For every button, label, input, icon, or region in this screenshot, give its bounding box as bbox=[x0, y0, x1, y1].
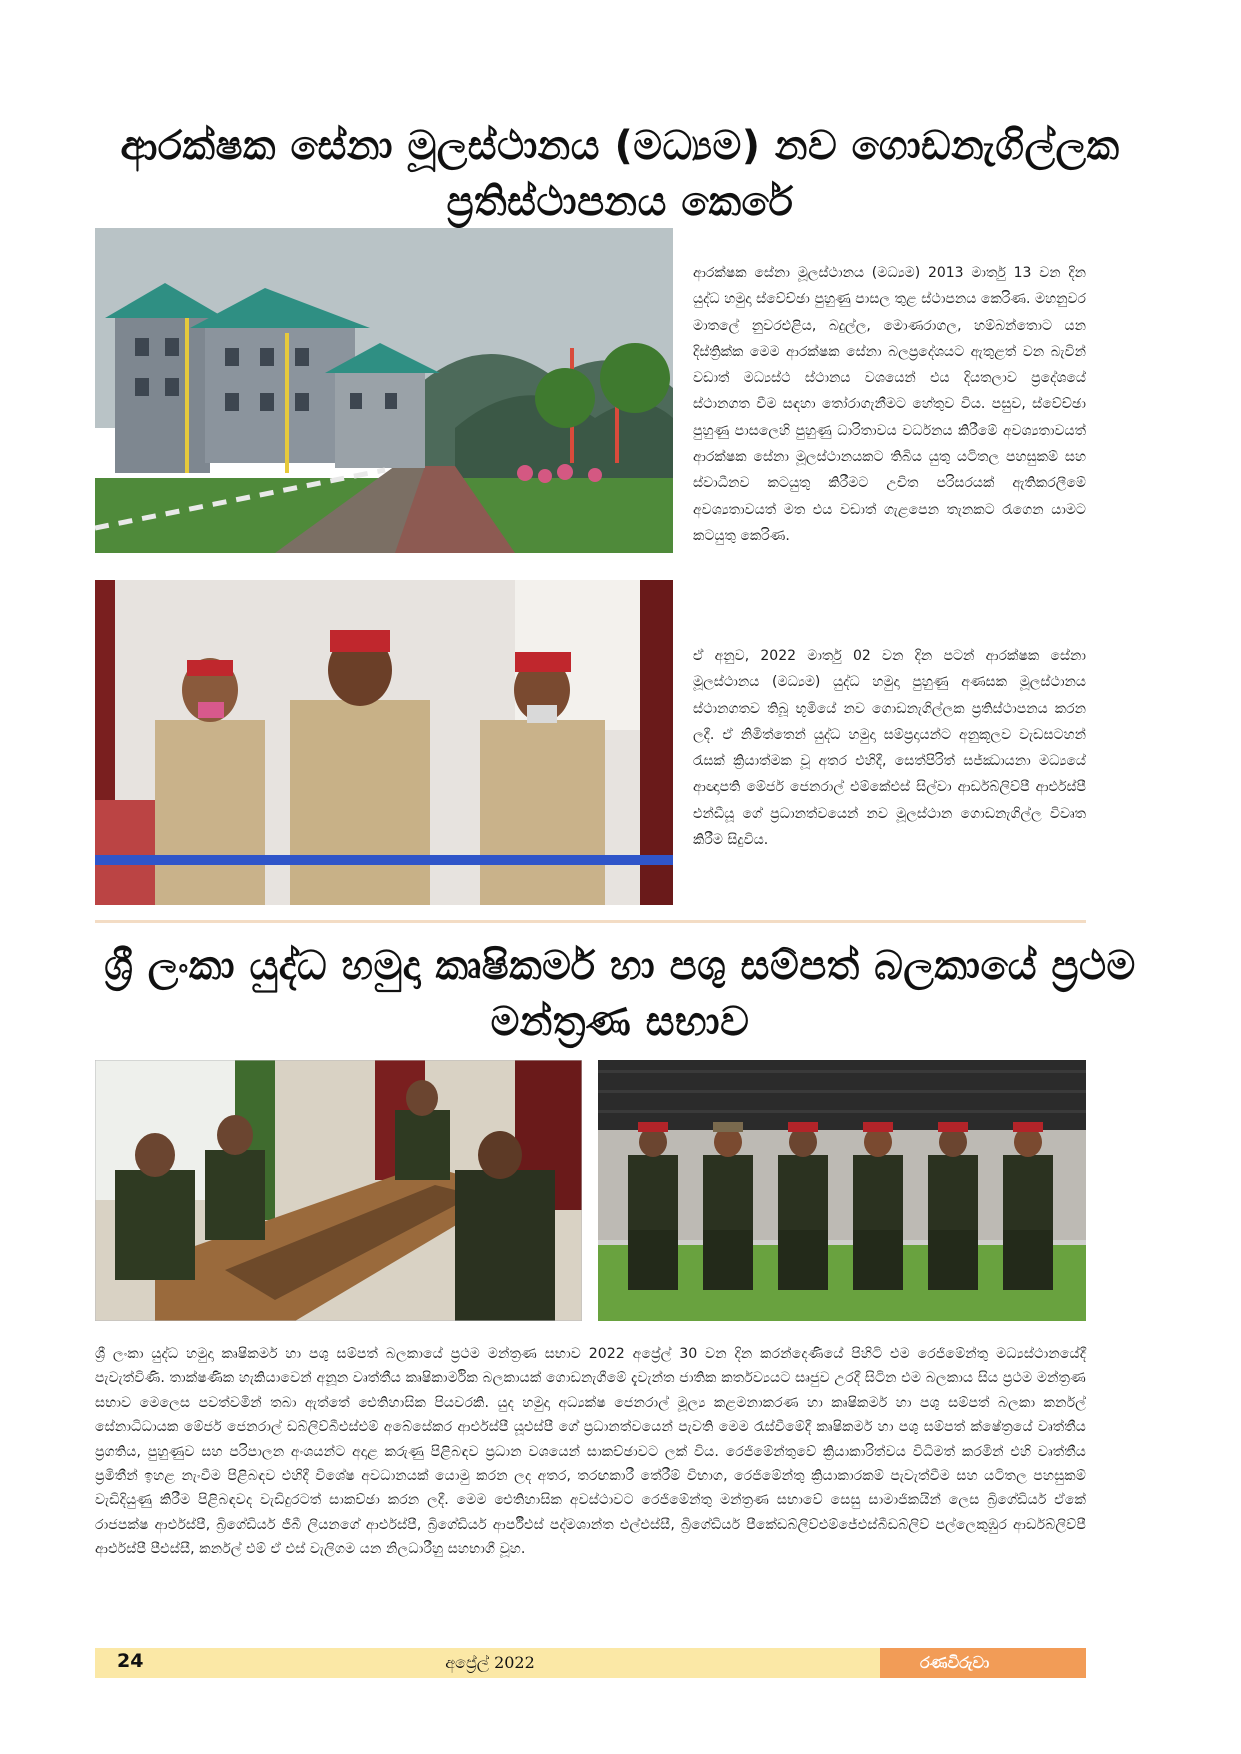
article2-paragraph: ශ්‍රී ලංකා යුද්ධ හමුදා කෘෂිකර්ම හා පශු සම්පත් බලකායේ ප්‍රථම මන්ත්‍රණ සභාව 2022 අප්‍රේල් 30 වන දින කරන්දෙණියේ පිහිටි එම රෙජිමේන්තු මධ්‍යස්ථානයේදී පැවැත්විණි. තාක්ෂණික හැකියාවෙන් අනූන වෘත්තීය කෘෂිකාර්මික බලකායක් ගොඩනැගීමේ දැවැන්ත ජාතික කර්තව්‍යයට සෘජුව උරදී සිටින එම බලකාය සිය ප්‍රථම මන්ත්‍රණ සභාව මෙලෙස පවත්වමින් තබා ඇත්තේ ඓතිහාසික පියවරකි. යුද හමුදා අධ්‍යක්ෂ ජෙනරාල් මූල්‍ය කළමනාකරණ හා කෘෂිකර්ම හා පශු සම්පත් බලකා කර්නල් සේනාධිධායක මේජර් ජෙනරාල් ඩබ්ලිව්බීඑස්එම් අබේසේකර ආර්එස්පී යූඑස්පී ගේ ප්‍රධානත්වයෙන් පැවති මෙම රැස්වීමේදී කෘෂිකර්ම හා පශු සම්පත් ක්ෂේත්‍රයේ වෘත්තීය ප්‍රගතිය, පුහුණුව සහ පරිපාලන අංශයන්ට අදාළ කරුණු පිළිබඳව ප්‍රධාන වශයෙන් සාකච්ඡාවට ලක් විය. රෙජිමේන්තුවේ ක්‍රියාකාරිත්වය විධිමත් කරමින් එහි වෘත්තීය ප්‍රමිතීන් ඉහළ නැංවීම පිළිබඳව එහිදී විශේෂ අවධානයක් යොමු කරන ලද අතර, තරඟකාරී තේරීම් විභාග, රෙජිමේන්තු ක්‍රියාකාරකම් පැවැත්වීම සහ යටිතල පහසුකම් වැඩිදියුණු කිරීම පිළිබඳවද වැඩිදුරටත් සාකච්ඡා කරන ලදී. මෙම ඓතිහාසික අවස්ථාවට රෙජිමේන්තු මන්ත්‍රණ සභාවේ සෙසු සාමාජිකයින් ලෙස බ්‍රිගේඩියර් ඒකේ රාජපක්ෂ ආර්එස්පී, බ්‍රිගේඩියර් ජීබී ලියනගේ ආර්එස්පී, බ්‍රිගේඩියර් ආර්පීඑස් පද්මශාන්ත එල්එස්සී, බ්‍රිගේඩියර් පීකේඩබ්ලිව්එම්ජේඑස්බීඩබ්ලිව් පල්ලෙකුඹුර ආර්ඩබ්ලිව්පී ආර්එස්පී පීඑස්සී, කර්නල් එම් ඒ එස් වැලිගම යන නිලධාරීහු සහභාගී වූහ. bbox=[95, 1346, 1086, 1558]
article1-paragraph-2: ඒ අනුව, 2022 මාර්තු 02 වන දින පටන් ආරක්ෂක සේනා මූලස්ථානය (මධ්‍යම) යුද්ධ හමුදා පුහුණු අණසක මූලස්ථානය ස්ථානගතව තිබූ භූමියේ නව ගොඩනැගිල්ලක ප්‍රතිස්ථාපනය කරන ලදී. ඒ නිමිත්තෙන් යුද්ධ හමුදා සම්ප්‍රදායන්ට අනුකූලව වැඩසටහන් රැසක් ක්‍රියාත්මක වූ අතර එහිදී, සෙත්පිරිත් සජ්ඣායනා මධ්‍යයේ ආඥාපති මේජර් ජෙනරාල් එම්කේඑස් සිල්වා ආර්ඩබ්ලිව්පී ආර්එස්පී එන්ඩීයූ ගේ ප්‍රධානත්වයෙන් නව මූලස්ථාන ගොඩනැගිල්ල විවෘත කිරීම සිදුවිය. bbox=[693, 648, 1086, 849]
page-footer bbox=[95, 1648, 1086, 1678]
article1-paragraph-1: ආරක්ෂක සේනා මූලස්ථානය (මධ්‍යම) 2013 මාර්තු 13 වන දින යුද්ධ හමුදා ස්වේච්ඡා පුහුණු පාසල තුළ ස්ථාපනය කෙරිණ. මහනුවර මාතලේ නුවරඑළිය, බදුල්ල, මොණරාගල, හම්බන්තොට යන දිස්ත්‍රික්ක මෙම ආරක්ෂක සේනා බලප්‍රදේශයට ඇතුළත් වන බැවින් වඩාත් මධ්‍යස්ථ ස්ථානය වශයෙන් එය දියතලාව ප්‍රදේශයේ ස්ථානගත වීම සඳහා තෝරාගැනීමට හේතුව විය. පසුව, ස්වේච්ඡා පුහුණු පාසලෙහි පුහුණු ධාරිතාවය වර්ධනය කිරීමේ අවශ්‍යතාවයත් ආරක්ෂක සේනා මූලස්ථානයකට තිබිය යුතු යටිතල පහසුකම් සහ ස්වාධීනව කටයුතු කිරීමට උචිත පරිසරයක් ඇතිකරලීමේ අවශ්‍යතාවයත් මත එය වඩාත් ගැළපෙන තැනකට රැගෙන යාමට කටයුතු කෙරිණ. bbox=[693, 265, 1086, 544]
council-members-group-photo bbox=[598, 1060, 1086, 1321]
magazine-brand-tab bbox=[880, 1648, 1086, 1678]
ribbon-cutting-photo bbox=[95, 580, 673, 905]
article2-headline: ශ්‍රී ලංකා යුද්ධ හමුදා කෘෂිකර්ම හා පශු සම්පත් බලකායේ ප්‍රථම මන්ත්‍රණ සභාව bbox=[104, 943, 1136, 1045]
article1-headline: ආරක්ෂක සේනා මූලස්ථානය (මධ්‍යම) නව ගොඩනැගිල්ලක ප්‍රතිස්ථාපනය කෙරේ bbox=[120, 123, 1120, 225]
page-number: 24 bbox=[117, 1650, 144, 1672]
headquarters-building-photo bbox=[95, 228, 673, 553]
section-divider bbox=[95, 920, 1086, 923]
issue-date: අප්‍රේල් 2022 bbox=[445, 1653, 535, 1672]
magazine-name: රණවිරුවා bbox=[920, 1653, 990, 1672]
council-meeting-photo bbox=[95, 1060, 582, 1321]
